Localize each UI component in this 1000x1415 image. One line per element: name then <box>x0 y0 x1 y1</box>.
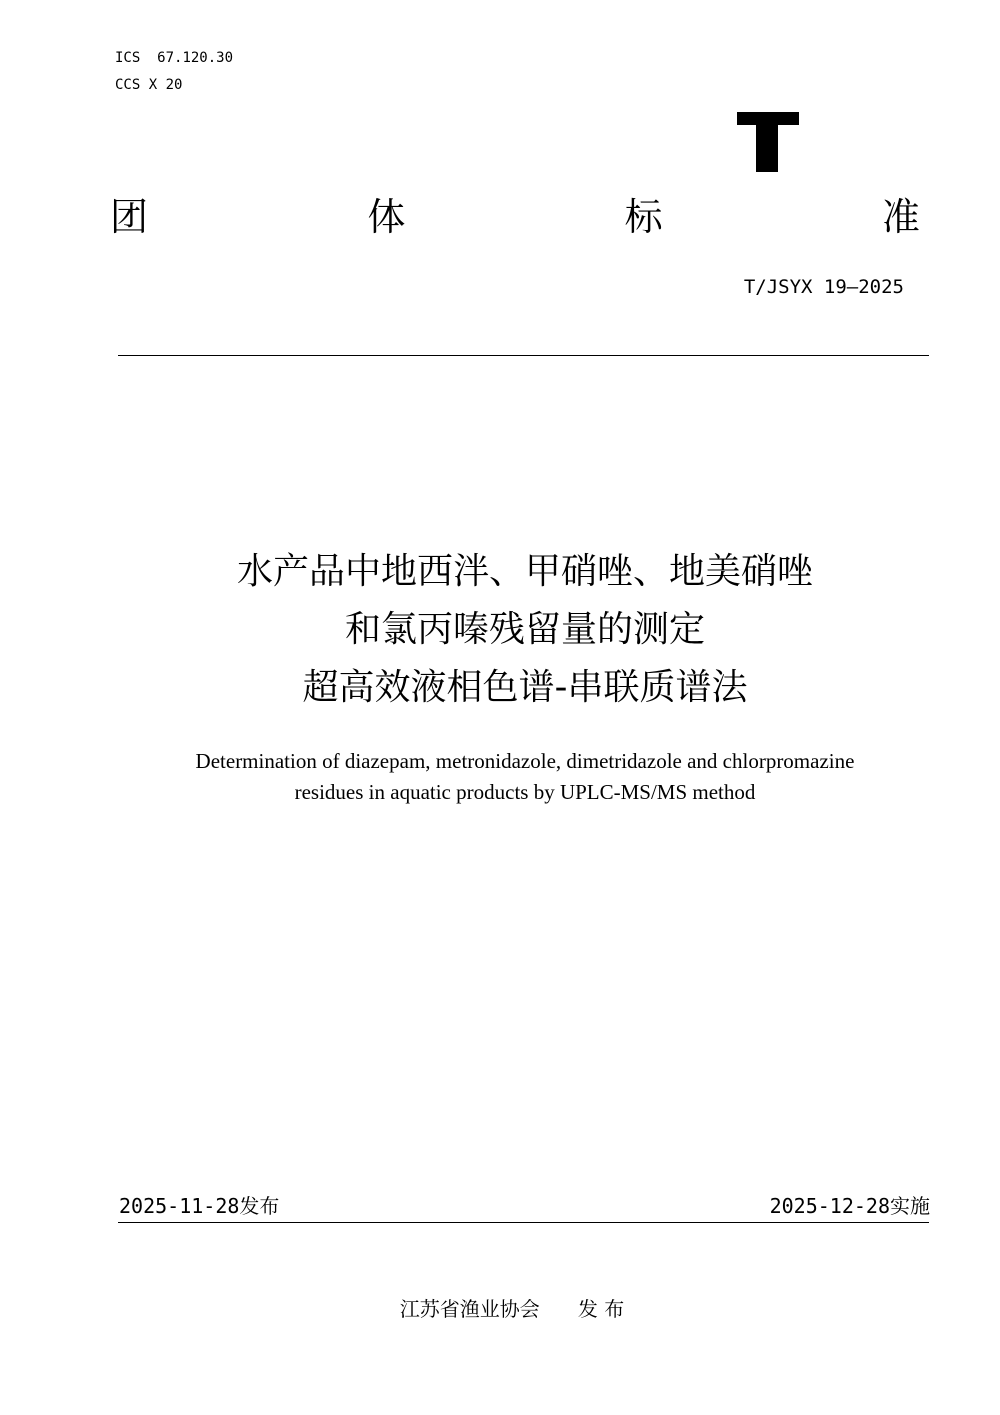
title-en-line-1: Determination of diazepam, metronidazole, dimetridazole and chlorpromazine <box>195 749 855 773</box>
standard-number: T/JSYX 19—2025 <box>743 276 904 298</box>
issue-date-value: 2025-11-28 <box>119 1194 240 1218</box>
standard-type-heading <box>110 195 920 239</box>
issue-date-label: 发布 <box>239 1194 280 1218</box>
implementation-date <box>770 1193 930 1219</box>
implementation-date-label: 实施 <box>890 1194 930 1218</box>
title-zh-line-1: 水产品中地西泮、甲硝唑、地美硝唑 <box>236 551 813 592</box>
ics-code: 67.120.30 <box>157 50 234 66</box>
standard-logo-t <box>737 112 799 172</box>
issuer-name: 江苏省渔业协会 <box>399 1297 540 1321</box>
ccs-label: CCS <box>115 77 141 93</box>
standard-type-char-2: 体 <box>367 195 406 239</box>
title-english <box>0 746 1000 808</box>
title-zh-line-3: 超高效液相色谱-串联质谱法 <box>302 667 748 708</box>
header-divider <box>118 355 929 356</box>
ccs-code: X 20 <box>148 77 183 93</box>
ics-line <box>115 50 233 66</box>
footer-divider <box>118 1222 929 1223</box>
implementation-date-value: 2025-12-28 <box>769 1194 890 1218</box>
title-en-line-2: residues in aquatic products by UPLC-MS/MS method <box>294 780 756 804</box>
title-zh-line-2: 和氯丙嗪残留量的测定 <box>344 609 705 650</box>
standard-type-char-4: 准 <box>881 195 920 239</box>
title-chinese <box>0 543 1000 717</box>
issue-date <box>119 1193 279 1219</box>
standard-type-char-1: 团 <box>110 195 149 239</box>
issuer-line <box>0 1293 1000 1322</box>
standard-type-char-3: 标 <box>624 195 663 239</box>
issuer-action: 发 布 <box>577 1297 625 1321</box>
ccs-line <box>115 77 182 93</box>
ics-label: ICS <box>115 50 141 66</box>
